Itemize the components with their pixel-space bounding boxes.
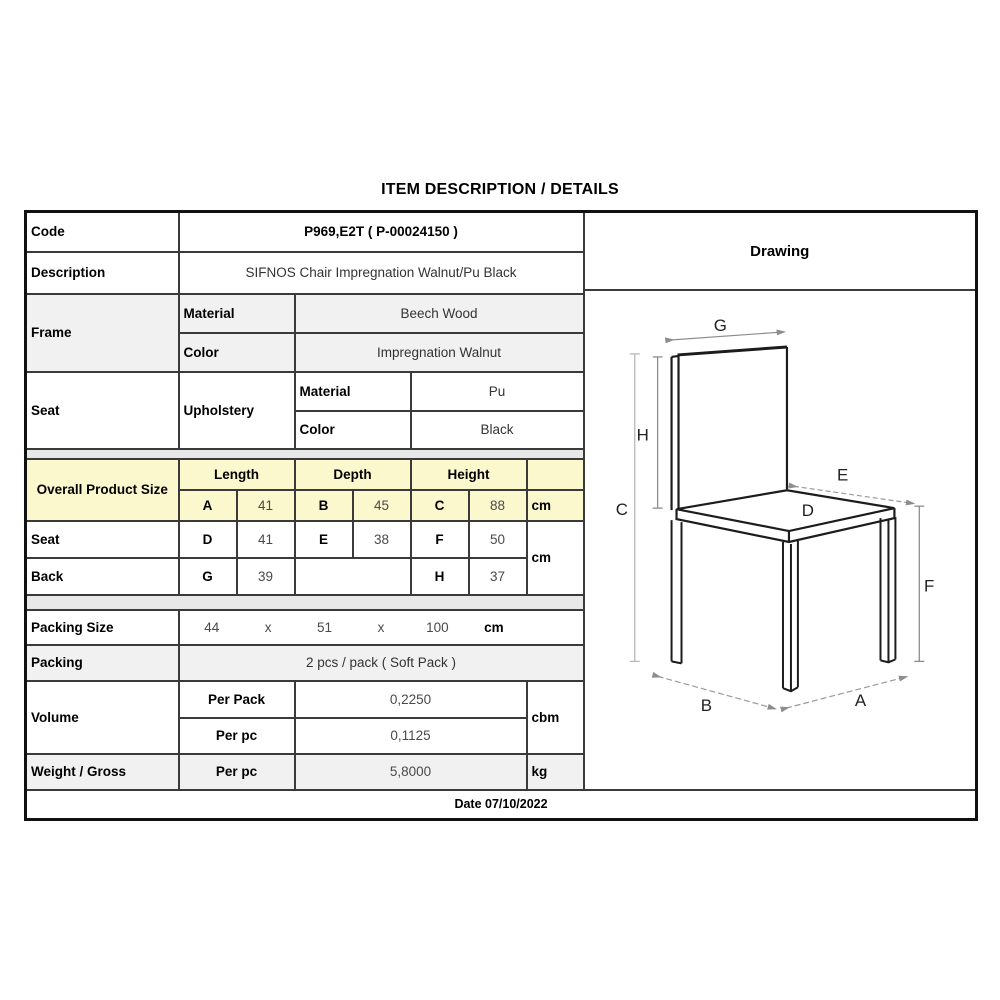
dim-label-c: C bbox=[615, 500, 628, 520]
dim-label-b: B bbox=[700, 696, 712, 716]
seat-color-label: Color bbox=[295, 411, 411, 449]
size-a-key: A bbox=[179, 490, 237, 521]
size-e-key: E bbox=[295, 521, 353, 558]
drawing-cell bbox=[584, 212, 977, 790]
packing-size-unit: cm bbox=[484, 619, 504, 635]
size-g-key: G bbox=[179, 558, 237, 595]
size-unit-header-empty bbox=[527, 459, 584, 490]
weight-label: Weight / Gross bbox=[26, 754, 179, 790]
volume-per-pack-label: Per Pack bbox=[179, 681, 295, 718]
dim-line-b bbox=[657, 676, 772, 708]
chair-legs bbox=[671, 517, 895, 691]
dim-line-c bbox=[629, 354, 639, 661]
frame-color-label: Color bbox=[179, 333, 295, 372]
code-label: Code bbox=[26, 212, 179, 252]
size-height-header: Height bbox=[411, 459, 527, 490]
packing-size-value bbox=[179, 610, 584, 645]
description-value: SIFNOS Chair Impregnation Walnut/Pu Black bbox=[179, 252, 584, 294]
date-value: Date 07/10/2022 bbox=[26, 790, 977, 820]
description-label: Description bbox=[26, 252, 179, 294]
dim-label-e: E bbox=[836, 465, 848, 485]
drawing-header: Drawing bbox=[585, 213, 976, 291]
dim-label-h: H bbox=[636, 425, 649, 445]
size-seat-label: Seat bbox=[26, 521, 179, 558]
row-date bbox=[26, 790, 977, 820]
spacer-band bbox=[26, 595, 584, 610]
dim-line-a bbox=[785, 677, 903, 711]
packing-size-w: 44 bbox=[204, 619, 220, 635]
chair-backrest bbox=[671, 347, 786, 510]
seat-label: Seat bbox=[26, 372, 179, 449]
weight-per-pc-value: 5,8000 bbox=[295, 754, 527, 790]
chair-drawing-svg bbox=[585, 291, 976, 787]
row-code bbox=[26, 212, 977, 252]
size-back-label: Back bbox=[26, 558, 179, 595]
packing-size-x1: x bbox=[264, 619, 272, 635]
dim-label-a: A bbox=[854, 691, 866, 711]
packing-size-d: 51 bbox=[317, 619, 333, 635]
seat-material-value: Pu bbox=[411, 372, 584, 411]
dim-line-h bbox=[652, 357, 662, 508]
size-d-key: D bbox=[179, 521, 237, 558]
chair-seat bbox=[676, 490, 894, 542]
size-c-key: C bbox=[411, 490, 469, 521]
size-d-value: 41 bbox=[237, 521, 295, 558]
seat-material-label: Material bbox=[295, 372, 411, 411]
size-h-key: H bbox=[411, 558, 469, 595]
size-a-value: 41 bbox=[237, 490, 295, 521]
packing-size-h: 100 bbox=[426, 619, 449, 635]
size-h-value: 37 bbox=[469, 558, 527, 595]
frame-color-value: Impregnation Walnut bbox=[295, 333, 584, 372]
dim-line-f bbox=[914, 506, 924, 661]
dim-label-g: G bbox=[713, 316, 727, 336]
size-b-key: B bbox=[295, 490, 353, 521]
frame-material-label: Material bbox=[179, 294, 295, 333]
seat-upholstery-label: Upholstery bbox=[179, 372, 295, 449]
weight-unit: kg bbox=[527, 754, 584, 790]
size-e-value: 38 bbox=[353, 521, 411, 558]
dim-label-d: D bbox=[801, 501, 814, 521]
volume-per-pack-value: 0,2250 bbox=[295, 681, 527, 718]
packing-size-label: Packing Size bbox=[26, 610, 179, 645]
size-label: Overall Product Size bbox=[26, 459, 179, 521]
size-overall-unit: cm bbox=[527, 490, 584, 521]
dim-label-f: F bbox=[923, 576, 934, 596]
frame-material-value: Beech Wood bbox=[295, 294, 584, 333]
volume-per-pc-label: Per pc bbox=[179, 718, 295, 754]
page-title: ITEM DESCRIPTION / DETAILS bbox=[381, 181, 619, 198]
packing-size-x2: x bbox=[377, 619, 385, 635]
size-back-depth-empty bbox=[295, 558, 411, 595]
packing-value: 2 pcs / pack ( Soft Pack ) bbox=[179, 645, 584, 681]
size-g-value: 39 bbox=[237, 558, 295, 595]
spacer-band bbox=[26, 449, 584, 459]
volume-per-pc-value: 0,1125 bbox=[295, 718, 527, 754]
size-length-header: Length bbox=[179, 459, 295, 490]
size-b-value: 45 bbox=[353, 490, 411, 521]
volume-unit: cbm bbox=[527, 681, 584, 754]
size-c-value: 88 bbox=[469, 490, 527, 521]
volume-label: Volume bbox=[26, 681, 179, 754]
code-value: P969,E2T ( P-00024150 ) bbox=[179, 212, 584, 252]
spec-table bbox=[24, 210, 978, 821]
seat-color-value: Black bbox=[411, 411, 584, 449]
weight-per-pc-label: Per pc bbox=[179, 754, 295, 790]
size-depth-header: Depth bbox=[295, 459, 411, 490]
size-f-value: 50 bbox=[469, 521, 527, 558]
frame-label: Frame bbox=[26, 294, 179, 372]
packing-label: Packing bbox=[26, 645, 179, 681]
size-f-key: F bbox=[411, 521, 469, 558]
chair-drawing bbox=[585, 291, 976, 787]
size-seat-back-unit: cm bbox=[527, 521, 584, 595]
